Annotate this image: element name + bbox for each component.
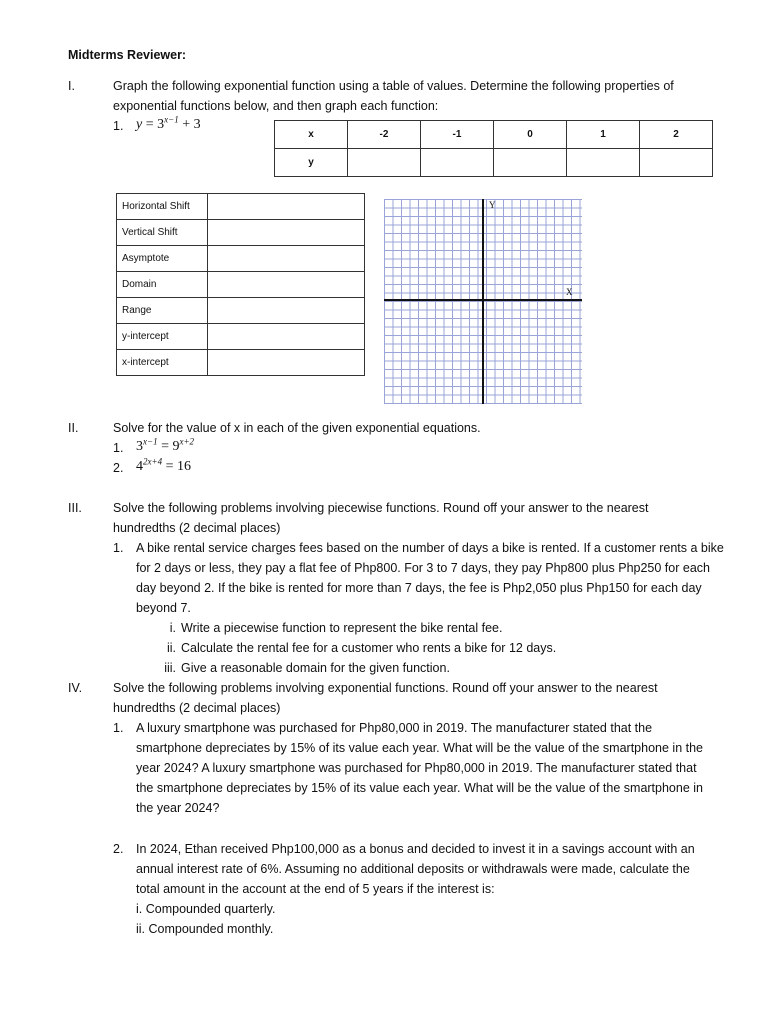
property-row [117, 194, 365, 220]
section-4-problem-1-line: A luxury smartphone was purchased for Php80,000 in 2019. The manufacturer stated that the [136, 721, 653, 735]
property-row [117, 220, 365, 246]
eq-base: 3 [157, 117, 165, 132]
section-2-equation-2 [136, 457, 191, 477]
property-answer-cell[interactable] [208, 298, 365, 324]
section-2-equation-1 [136, 437, 194, 457]
property-row [117, 324, 365, 350]
x-header-cell: x [275, 121, 348, 149]
x-value-cell: -1 [421, 121, 494, 149]
x-axis [384, 299, 582, 301]
y-value-cell[interactable] [421, 149, 494, 177]
section-4-problem-1-line: year 2024? A luxury smartphone was purchased for Php80,000 in 2019. The manufacturer stated that [136, 761, 697, 775]
section-1-item-number: 1. [113, 119, 124, 133]
property-label: Range [117, 298, 208, 324]
eq-exponent: x−1 [143, 436, 158, 447]
subitem-text: Calculate the rental fee for a customer who rents a bike for 12 days. [181, 641, 557, 655]
eq-exponent: x+2 [179, 436, 195, 447]
values-table [274, 120, 713, 177]
section-1-numeral: I. [68, 79, 75, 93]
section-3-instruction-line-2: hundredths (2 decimal places) [113, 521, 281, 535]
properties-table [116, 193, 365, 376]
property-label: y-intercept [117, 324, 208, 350]
subitem-text: Write a piecewise function to represent the bike rental fee. [181, 621, 503, 635]
section-4-problem-2-line: In 2024, Ethan received Php100,000 as a bonus and decided to invest it in a savings account with an [136, 842, 695, 856]
eq-base: 9 [172, 439, 180, 454]
y-axis [482, 199, 484, 404]
section-2-item-1-number: 1. [113, 441, 124, 455]
x-value-cell: 0 [494, 121, 567, 149]
eq-lhs: y [136, 117, 143, 132]
property-row [117, 272, 365, 298]
eq-base: 3 [136, 439, 143, 454]
eq-exponent: 2x+4 [143, 456, 163, 467]
subitem-number: iii. [164, 661, 176, 675]
section-3-problem-line: day beyond 2. If the bike is rented for more than 7 days, the fee is Php2,050 plus Php150 for each day [136, 581, 702, 595]
section-1-instruction-line-2: exponential functions below, and then graph each function: [113, 99, 439, 113]
section-1-instruction-line-1: Graph the following exponential function using a table of values. Determine the following properties of [113, 79, 674, 93]
property-answer-cell[interactable] [208, 324, 365, 350]
property-answer-cell[interactable] [208, 194, 365, 220]
eq-rhs: 16 [176, 459, 191, 474]
property-answer-cell[interactable] [208, 272, 365, 298]
property-label: Asymptote [117, 246, 208, 272]
property-row [117, 298, 365, 324]
property-answer-cell[interactable] [208, 350, 365, 376]
x-value-cell: 2 [640, 121, 713, 149]
section-4-problem-1-line: the smartphone depreciates by 15% of its value each year. What will be the value of the smartphone in [136, 781, 703, 795]
section-3-problem-line: beyond 7. [136, 601, 191, 615]
section-3-problem-number: 1. [113, 541, 124, 555]
eq-equals: = [161, 439, 169, 454]
y-value-cell[interactable] [567, 149, 640, 177]
x-axis-label: X [566, 287, 573, 297]
values-table-x-row [275, 121, 713, 149]
eq-equals: = [165, 459, 174, 474]
eq-exponent: x−1 [164, 114, 179, 125]
eq-base: 4 [136, 459, 143, 474]
property-answer-cell[interactable] [208, 246, 365, 272]
y-value-cell[interactable] [494, 149, 567, 177]
y-header-cell: y [275, 149, 348, 177]
section-2-item-2-number: 2. [113, 461, 124, 475]
section-4-instruction-line-1: Solve the following problems involving exponential functions. Round off your answer to the nearest [113, 681, 658, 695]
section-4-problem-2-number: 2. [113, 842, 124, 856]
section-3-numeral: III. [68, 501, 82, 515]
property-label: Domain [117, 272, 208, 298]
property-label: Vertical Shift [117, 220, 208, 246]
property-answer-cell[interactable] [208, 220, 365, 246]
property-row [117, 350, 365, 376]
section-3-problem-line: for 2 days or less, they pay a flat fee of Php800. For 3 to 7 days, they pay Php800 plus Php250 for each [136, 561, 710, 575]
property-row [117, 246, 365, 272]
section-3-problem-line: A bike rental service charges fees based on the number of days a bike is rented. If a customer rents a bike [136, 541, 724, 555]
section-4-problem-1-line: the year 2024? [136, 801, 220, 815]
section-4-instruction-line-2: hundredths (2 decimal places) [113, 701, 281, 715]
values-table-y-row [275, 149, 713, 177]
section-3-instruction-line-1: Solve the following problems involving piecewise functions. Round off your answer to the nearest [113, 501, 649, 515]
section-1-equation [136, 115, 201, 135]
section-4-problem-1-line: smartphone depreciates by 15% of its value each year. What will be the value of the smartphone in the [136, 741, 703, 755]
property-label: Horizontal Shift [117, 194, 208, 220]
section-4-problem-2-line: ii. Compounded monthly. [136, 922, 274, 936]
section-2-numeral: II. [68, 421, 79, 435]
section-4-problem-2-line: i. Compounded quarterly. [136, 902, 276, 916]
property-label: x-intercept [117, 350, 208, 376]
page-title: Midterms Reviewer: [68, 48, 187, 62]
section-4-problem-1-number: 1. [113, 721, 124, 735]
subitem-text: Give a reasonable domain for the given function. [181, 661, 450, 675]
y-value-cell[interactable] [348, 149, 421, 177]
subitem-number: ii. [166, 641, 176, 655]
section-4-problem-2-line: total amount in the account at the end of 5 years if the interest is: [136, 882, 495, 896]
section-4-numeral: IV. [68, 681, 83, 695]
x-value-cell: -2 [348, 121, 421, 149]
section-4-problem-2-line: annual interest rate of 6%. Assuming no additional deposits or withdrawals were made, calculate the [136, 862, 690, 876]
eq-equals: = [145, 117, 154, 132]
section-2-instruction: Solve for the value of x in each of the given exponential equations. [113, 421, 481, 435]
x-value-cell: 1 [567, 121, 640, 149]
eq-tail: + 3 [182, 117, 201, 132]
y-value-cell[interactable] [640, 149, 713, 177]
subitem-number: i. [169, 621, 176, 635]
y-axis-label: Y [489, 200, 496, 210]
